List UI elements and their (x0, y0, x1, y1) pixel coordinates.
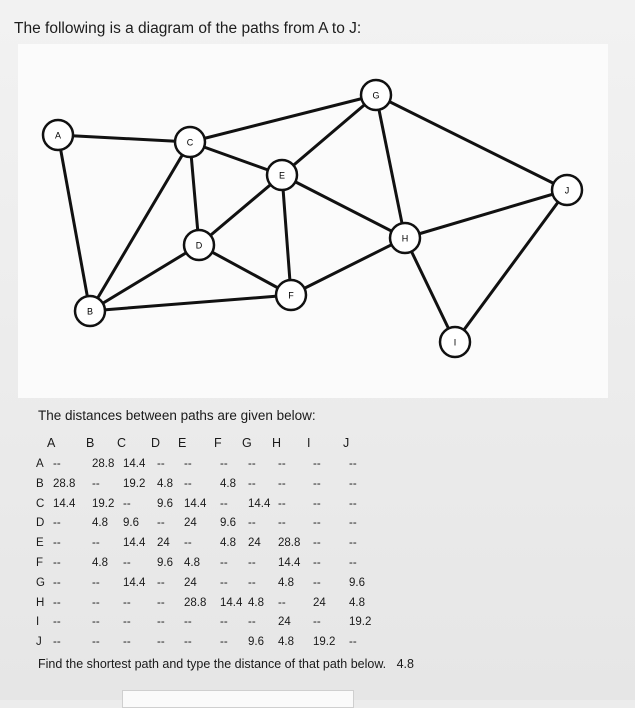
table-row-label: J (36, 636, 42, 649)
node-j (552, 175, 582, 205)
table-cell: -- (313, 477, 321, 490)
table-cell: 14.4 (220, 596, 243, 609)
edge-e-f (282, 175, 291, 295)
table-cell: 4.8 (278, 576, 294, 589)
table-row-label: D (36, 517, 45, 530)
table-cell: -- (313, 458, 321, 470)
table-cell: 19.2 (313, 636, 336, 649)
table-cell: 14.4 (248, 497, 271, 510)
table-cell: -- (349, 497, 357, 510)
answer-value: 4.8 (396, 657, 414, 671)
node-g (361, 80, 391, 110)
table-cell: -- (349, 477, 357, 490)
node-h (390, 223, 420, 253)
table-cell: -- (53, 616, 61, 629)
table-cell: -- (184, 537, 192, 550)
table-cell: -- (313, 497, 321, 510)
table-cell: 9.6 (123, 517, 139, 530)
table-cell: 4.8 (349, 596, 365, 609)
table-cell: -- (278, 458, 286, 470)
table-cell: -- (278, 596, 286, 609)
table-cell: -- (53, 537, 61, 550)
table-cell: 4.8 (248, 596, 264, 609)
table-header-cell: H (272, 436, 282, 450)
table-cell: -- (349, 557, 357, 569)
table-cell: -- (248, 517, 256, 530)
edge-b-c (90, 142, 190, 311)
table-row-label: I (36, 616, 40, 629)
table-cell: -- (92, 537, 100, 550)
graph-nodes (43, 80, 582, 357)
table-cell: -- (220, 557, 228, 569)
edge-b-f (90, 295, 291, 311)
table-row-label: H (36, 596, 45, 609)
table-cell: 14.4 (123, 576, 146, 589)
table-header-cell: E (178, 436, 187, 450)
table-cell: -- (278, 517, 286, 530)
edge-i-j (455, 190, 567, 342)
table-cell: 14.4 (123, 537, 146, 550)
table-cell: -- (248, 616, 256, 629)
table-cell: 24 (313, 596, 326, 609)
edge-e-h (282, 175, 405, 238)
table-header-cell: B (86, 436, 95, 450)
table-cell: 14.4 (278, 557, 301, 569)
table-cell: -- (123, 596, 131, 609)
table-cell: -- (123, 497, 131, 510)
table-cell: -- (184, 636, 192, 649)
table-cell: -- (278, 497, 286, 510)
table-cell: 4.8 (92, 517, 108, 530)
table-cell: 24 (184, 576, 197, 589)
table-header-cell: I (307, 436, 311, 450)
table-cell: -- (53, 636, 61, 649)
table-cell: -- (313, 517, 321, 530)
table-cell: -- (220, 636, 228, 649)
node-f (276, 280, 306, 310)
table-cell: -- (349, 458, 357, 470)
node-e (267, 160, 297, 190)
table-cell: -- (53, 557, 61, 569)
table-cell: -- (220, 458, 228, 470)
table-header-cell: C (117, 436, 127, 450)
table-cell: -- (349, 636, 357, 649)
svg-text:A: A (54, 130, 62, 141)
table-row-label: A (36, 458, 44, 470)
svg-text:E: E (278, 170, 286, 181)
table-cell: -- (92, 616, 100, 629)
table-header-cell: G (242, 436, 252, 450)
svg-text:J: J (564, 185, 570, 196)
svg-text:D: D (195, 240, 203, 251)
table-header-cell: D (151, 436, 161, 450)
table-cell: 24 (184, 517, 197, 530)
table-cell: -- (313, 557, 321, 569)
table-cell: -- (349, 517, 357, 530)
edge-h-j (405, 190, 567, 238)
distances-intro: The distances between paths are given below: (38, 408, 316, 423)
table-cell: -- (220, 576, 228, 589)
graph-diagram (18, 44, 608, 398)
table-cell: -- (220, 616, 228, 629)
node-c (175, 127, 205, 157)
question-title: The following is a diagram of the paths from A to J: (14, 20, 362, 37)
table-cell: 28.8 (53, 477, 76, 490)
table-cell: 9.6 (157, 557, 173, 569)
node-a (43, 120, 73, 150)
table-cell: -- (248, 576, 256, 589)
edge-b-d (90, 245, 199, 311)
table-cell: 19.2 (123, 477, 146, 490)
table-cell: 4.8 (184, 557, 200, 569)
table-cell: -- (157, 517, 165, 530)
table-cell: 9.6 (220, 517, 236, 530)
table-row-label: C (36, 497, 45, 510)
table-row-label: G (36, 576, 45, 589)
table-cell: -- (184, 458, 192, 470)
edge-f-h (291, 238, 405, 295)
table-cell: 19.2 (349, 616, 372, 629)
node-b (75, 296, 105, 326)
table-cell: -- (157, 596, 165, 609)
edge-a-b (58, 135, 90, 311)
table-cell: -- (53, 596, 61, 609)
table-cell: -- (313, 576, 321, 589)
table-cell: -- (123, 616, 131, 629)
table-cell: -- (157, 458, 165, 470)
table-cell: 4.8 (157, 477, 173, 490)
table-cell: -- (123, 557, 131, 569)
prompt-text: Find the shortest path and type the distance of that path below. (38, 657, 387, 671)
table-cell: -- (157, 616, 165, 629)
table-cell: -- (313, 616, 321, 629)
table-cell: 14.4 (184, 497, 207, 510)
table-cell: 9.6 (157, 497, 173, 510)
table-cell: 14.4 (123, 458, 146, 470)
table-cell: -- (92, 576, 100, 589)
table-row-label: F (36, 557, 44, 569)
edge-d-e (199, 175, 282, 245)
table-cell: 28.8 (184, 596, 207, 609)
svg-text:F: F (288, 290, 294, 301)
table-cell: 9.6 (248, 636, 264, 649)
table-cell: 19.2 (92, 497, 115, 510)
graph-svg (18, 44, 608, 398)
table-cell: -- (53, 517, 61, 530)
answer-input[interactable] (122, 690, 354, 708)
table-cell: -- (92, 477, 100, 490)
edge-a-c (58, 135, 190, 142)
edge-g-h (376, 95, 405, 238)
table-cell: 9.6 (349, 576, 365, 589)
table-cell: 4.8 (220, 537, 236, 550)
svg-text:B: B (86, 306, 94, 317)
table-cell: 28.8 (92, 458, 115, 470)
node-d (184, 230, 214, 260)
table-cell: -- (184, 616, 192, 629)
table-cell: -- (123, 636, 131, 649)
table-cell: -- (53, 576, 61, 589)
table-header-cell: A (47, 436, 56, 450)
table-cell: -- (157, 576, 165, 589)
table-cell: 4.8 (220, 477, 236, 490)
table-cell: 24 (157, 537, 170, 550)
table-cell: -- (248, 477, 256, 490)
table-row-label: E (36, 537, 44, 550)
edge-g-j (376, 95, 567, 190)
table-cell: 24 (278, 616, 291, 629)
table-cell: -- (220, 497, 228, 510)
table-cell: -- (248, 557, 256, 569)
node-i (440, 327, 470, 357)
svg-text:C: C (186, 137, 194, 148)
table-header-cell: J (343, 436, 350, 450)
edge-h-i (405, 238, 455, 342)
table-cell: -- (313, 537, 321, 550)
table-header-cell: F (214, 436, 222, 450)
table-cell: 4.8 (278, 636, 294, 649)
svg-text:H: H (401, 233, 409, 244)
table-cell: 28.8 (278, 537, 301, 550)
table-row-label: B (36, 477, 44, 490)
table-cell: -- (157, 636, 165, 649)
svg-text:I: I (453, 337, 457, 348)
question-prompt (38, 657, 414, 671)
table-cell: 14.4 (53, 497, 76, 510)
table-cell: 4.8 (92, 557, 108, 569)
table-cell: -- (248, 458, 256, 470)
table-cell: -- (278, 477, 286, 490)
table-cell: 24 (248, 537, 261, 550)
table-cell: -- (53, 458, 61, 470)
table-cell: -- (92, 636, 100, 649)
graph-edges (58, 95, 567, 342)
table-cell: -- (92, 596, 100, 609)
table-cell: -- (184, 477, 192, 490)
svg-text:G: G (372, 90, 380, 101)
table-cell: -- (349, 537, 357, 550)
